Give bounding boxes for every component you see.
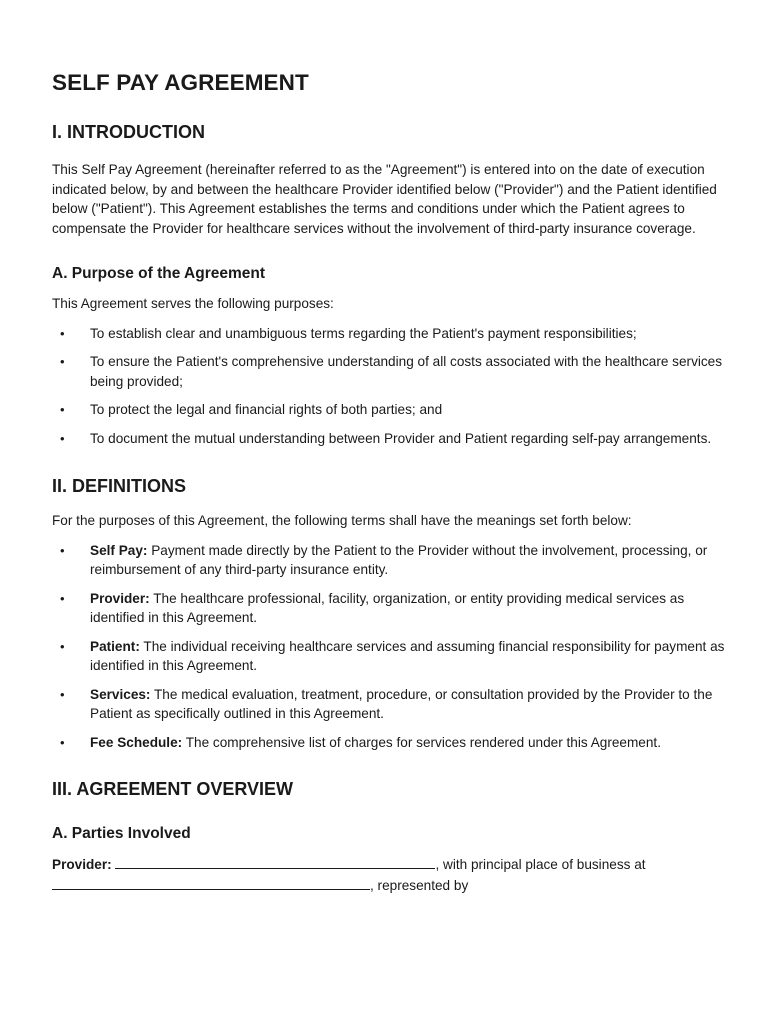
definition-term: Fee Schedule:: [90, 734, 183, 750]
provider-clause-text-2: , represented by: [370, 877, 469, 893]
definition-text: The healthcare professional, facility, organization, or entity providing medical services as identified in this Agreement.: [90, 590, 685, 625]
document-page: [52, 70, 732, 895]
definition-text: The medical evaluation, treatment, procedure, or consultation provided by the Provider to the Patient as specifically outlined in this Agreement.: [90, 686, 713, 721]
bullet-icon: •: [60, 402, 65, 417]
purpose-list: [52, 324, 732, 449]
bullet-icon: •: [60, 430, 65, 446]
definition-item: [52, 541, 732, 580]
provider-label: Provider:: [52, 857, 112, 872]
section-heading-definitions: II. DEFINITIONS: [52, 476, 187, 496]
provider-name-blank[interactable]: [115, 854, 435, 869]
bullet-icon: •: [60, 354, 65, 369]
introduction-paragraph: This Self Pay Agreement (hereinafter referred to as the "Agreement") is entered into on the date of execution indicated below, by and between the healthcare Provider identified below ("Provider") and the Patient identified below ("Patient"). This Agreement establishes the terms and conditions under which the Patient agrees to compensate the Provider for healthcare services without the involvement of third-party insurance coverage.: [52, 162, 717, 236]
definition-term: Provider:: [90, 590, 150, 606]
definitions-lead-text: For the purposes of this Agreement, the following terms shall have the meanings set forth below:: [52, 513, 632, 528]
definitions-list: [52, 541, 732, 753]
definition-text: Payment made directly by the Patient to the Provider without the involvement, processing, or reimbursement of any third-party insurance entity.: [90, 542, 708, 577]
purpose-item-text: To establish clear and unambiguous terms regarding the Patient's payment responsibilities;: [90, 325, 637, 341]
definition-item: [52, 733, 732, 753]
purpose-lead-text: This Agreement serves the following purposes:: [52, 296, 334, 311]
definition-term: Patient:: [90, 638, 140, 654]
purpose-item-text: To document the mutual understanding between Provider and Patient regarding self-pay arrangements.: [90, 430, 712, 446]
bullet-icon: •: [60, 542, 65, 558]
provider-clause-text: , with principal place of business at: [435, 857, 646, 872]
purpose-item-text: To ensure the Patient's comprehensive understanding of all costs associated with the healthcare services being provided;: [90, 354, 723, 389]
section-heading-introduction: I. INTRODUCTION: [52, 122, 205, 142]
bullet-icon: •: [60, 638, 65, 654]
document-title: SELF PAY AGREEMENT: [52, 70, 309, 95]
bullet-icon: •: [60, 590, 65, 606]
purpose-list-item: [52, 429, 732, 449]
definition-text: The comprehensive list of charges for services rendered under this Agreement.: [182, 734, 661, 750]
provider-clause: [52, 854, 732, 895]
subsection-heading-purpose: A. Purpose of the Agreement: [52, 265, 266, 282]
definition-item: [52, 637, 732, 676]
purpose-list-item: [52, 352, 732, 391]
definition-term: Services:: [90, 686, 151, 702]
bullet-icon: •: [60, 325, 65, 341]
definition-text: The individual receiving healthcare services and assuming financial responsibility for payment as identified in this Agreement.: [90, 638, 725, 673]
definition-term: Self Pay:: [90, 542, 148, 558]
provider-address-blank[interactable]: [52, 875, 370, 890]
bullet-icon: •: [60, 734, 65, 750]
definition-item: [52, 589, 732, 628]
subsection-heading-parties: A. Parties Involved: [52, 825, 191, 842]
bullet-icon: •: [60, 686, 65, 702]
section-heading-overview: III. AGREEMENT OVERVIEW: [52, 779, 294, 799]
purpose-list-item: [52, 324, 732, 344]
purpose-item-text: To protect the legal and financial rights of both parties; and: [90, 402, 443, 417]
purpose-list-item: [52, 400, 732, 420]
definition-item: [52, 685, 732, 724]
